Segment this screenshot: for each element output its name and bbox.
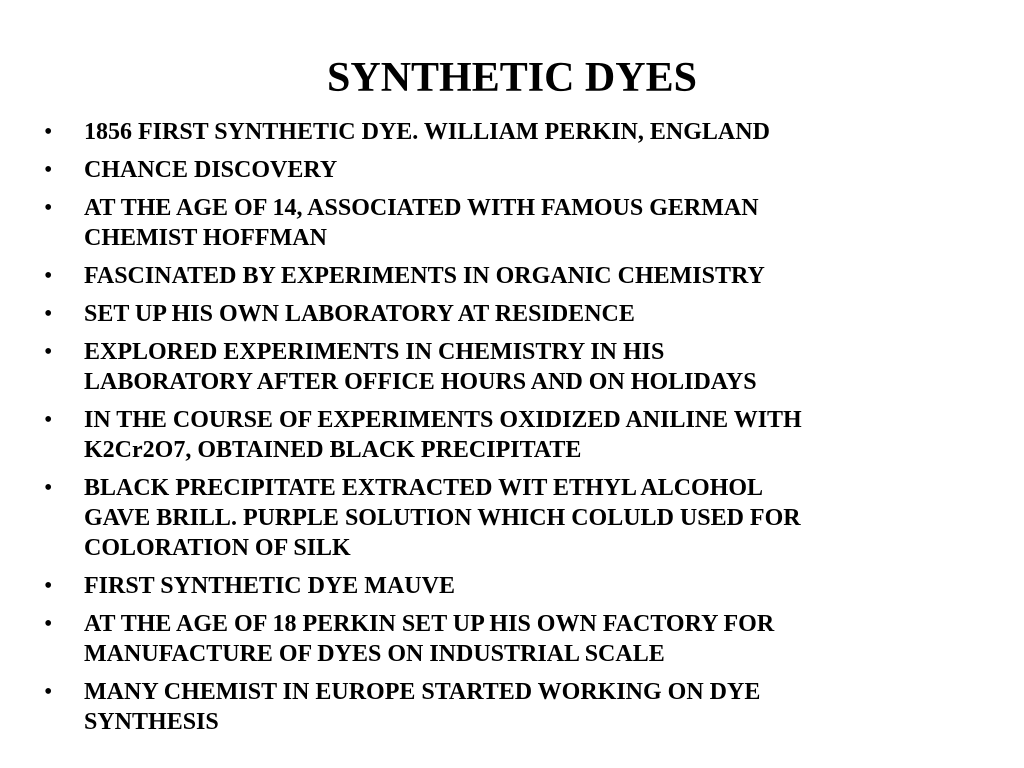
bullet-list	[44, 117, 964, 745]
bullet-text-line: AT THE AGE OF 14, ASSOCIATED WITH FAMOUS GERMAN	[84, 195, 759, 221]
bullet-text-line: SYNTHESIS	[84, 709, 219, 735]
bullet-icon: •	[44, 339, 53, 365]
bullet-text-line: GAVE BRILL. PURPLE SOLUTION WHICH COLULD USED FOR	[84, 505, 801, 531]
bullet-item	[44, 609, 964, 669]
bullet-text-line: AT THE AGE OF 18 PERKIN SET UP HIS OWN FACTORY FOR	[84, 611, 775, 637]
bullet-item	[44, 193, 964, 253]
bullet-icon: •	[44, 301, 53, 327]
bullet-item	[44, 571, 964, 601]
bullet-text: FIRST SYNTHETIC DYE MAUVE	[84, 573, 455, 599]
bullet-item	[44, 155, 964, 185]
bullet-icon: •	[44, 407, 53, 433]
bullet-text-line: BLACK PRECIPITATE EXTRACTED WIT ETHYL ALCOHOL	[84, 475, 764, 501]
bullet-text-line: CHEMIST HOFFMAN	[84, 225, 327, 251]
bullet-text-line: IN THE COURSE OF EXPERIMENTS OXIDIZED ANILINE WITH	[84, 407, 802, 433]
bullet-icon: •	[44, 195, 53, 221]
bullet-item	[44, 261, 964, 291]
bullet-text-line: LABORATORY AFTER OFFICE HOURS AND ON HOLIDAYS	[84, 369, 757, 395]
bullet-item	[44, 337, 964, 397]
bullet-text-line: EXPLORED EXPERIMENTS IN CHEMISTRY IN HIS	[84, 339, 665, 365]
bullet-text-line: MANY CHEMIST IN EUROPE STARTED WORKING ON DYE	[84, 679, 761, 705]
bullet-text: FASCINATED BY EXPERIMENTS IN ORGANIC CHEMISTRY	[84, 263, 765, 289]
bullet-text-line: MANUFACTURE OF DYES ON INDUSTRIAL SCALE	[84, 641, 665, 667]
bullet-item	[44, 405, 964, 465]
bullet-item	[44, 117, 964, 147]
bullet-icon: •	[44, 475, 53, 501]
bullet-item	[44, 299, 964, 329]
bullet-icon: •	[44, 573, 53, 599]
bullet-icon: •	[44, 157, 53, 183]
bullet-icon: •	[44, 119, 53, 145]
slide-title: SYNTHETIC DYES	[327, 55, 697, 101]
bullet-item	[44, 473, 964, 563]
bullet-text: 1856 FIRST SYNTHETIC DYE. WILLIAM PERKIN, ENGLAND	[84, 119, 770, 145]
bullet-icon: •	[44, 679, 53, 705]
bullet-text: CHANCE DISCOVERY	[84, 157, 338, 183]
bullet-text: SET UP HIS OWN LABORATORY AT RESIDENCE	[84, 301, 635, 327]
bullet-icon: •	[44, 263, 53, 289]
bullet-icon: •	[44, 611, 53, 637]
bullet-text-line: K2Cr2O7, OBTAINED BLACK PRECIPITATE	[84, 437, 582, 463]
bullet-text-line: COLORATION OF SILK	[84, 535, 351, 561]
bullet-item	[44, 677, 964, 737]
